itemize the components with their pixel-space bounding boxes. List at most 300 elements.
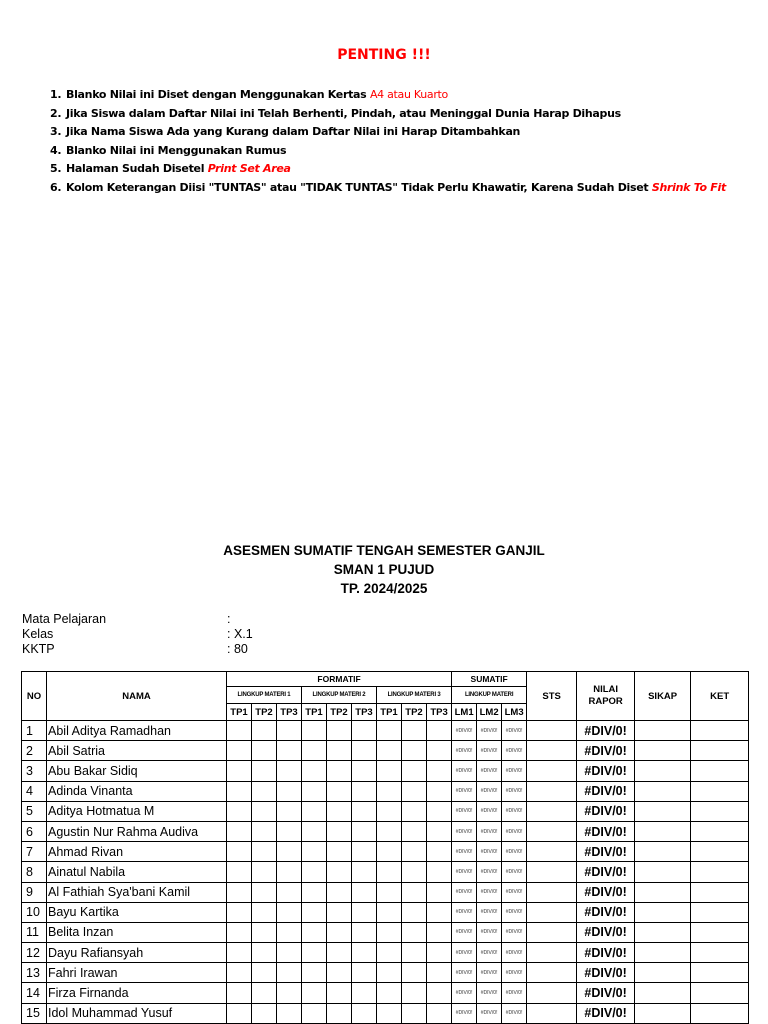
sikap-cell[interactable] [635,721,691,741]
ket-cell[interactable] [691,862,749,882]
tp-score-cell[interactable] [402,741,427,761]
tp-score-cell[interactable] [402,761,427,781]
lm-score-cell: #DIV/0! [452,821,477,841]
tp-score-cell[interactable] [277,781,302,801]
tp-score-cell[interactable] [427,963,452,983]
tp-score-cell[interactable] [227,801,252,821]
lm-score-cell: #DIV/0! [477,781,502,801]
lm-score-cell: #DIV/0! [477,801,502,821]
row-number: 14 [22,983,47,1003]
notice-highlight: Shrink To Fit [651,180,726,194]
sikap-cell[interactable] [635,842,691,862]
tp-score-cell[interactable] [277,922,302,942]
tp-score-cell[interactable] [377,963,402,983]
sikap-cell[interactable] [635,902,691,922]
tp-score-cell[interactable] [327,963,352,983]
tp-score-cell[interactable] [427,882,452,902]
tp-score-cell[interactable] [302,943,327,963]
tp-score-cell[interactable] [352,943,377,963]
school-year: TP. 2024/2025 [340,581,428,596]
lm-score-cell: #DIV/0! [502,781,527,801]
row-number: 11 [22,922,47,942]
sts-cell[interactable] [527,902,577,922]
lm-score-cell: #DIV/0! [452,721,477,741]
tp-score-cell[interactable] [427,721,452,741]
tp-score-cell[interactable] [327,821,352,841]
sikap-cell[interactable] [635,801,691,821]
tp-score-cell[interactable] [302,1003,327,1023]
tp-score-cell[interactable] [227,721,252,741]
tp-score-cell[interactable] [377,842,402,862]
tp-score-cell[interactable] [377,741,402,761]
tp-score-cell[interactable] [402,721,427,741]
nilai-rapor-cell: #DIV/0! [577,1003,635,1023]
tp-score-cell[interactable] [327,983,352,1003]
tp-score-cell[interactable] [352,761,377,781]
tp-score-cell[interactable] [427,983,452,1003]
sikap-cell[interactable] [635,741,691,761]
lm-score-cell: #DIV/0! [477,761,502,781]
col-header-tp: TP2 [252,704,277,721]
table-row [22,1003,749,1023]
ket-cell[interactable] [691,963,749,983]
tp-score-cell[interactable] [427,943,452,963]
col-header-tp: TP2 [402,704,427,721]
table-row [22,721,749,741]
tp-score-cell[interactable] [302,983,327,1003]
school-name: SMAN 1 PUJUD [333,562,435,577]
tp-score-cell[interactable] [252,882,277,902]
nilai-rapor-cell: #DIV/0! [577,862,635,882]
tp-score-cell[interactable] [227,983,252,1003]
tp-score-cell[interactable] [302,842,327,862]
ket-cell[interactable] [691,943,749,963]
tp-score-cell[interactable] [302,821,327,841]
tp-score-cell[interactable] [377,922,402,942]
lm-score-cell: #DIV/0! [502,963,527,983]
student-name: Idol Muhammad Yusuf [47,1003,227,1023]
nilai-rapor-cell: #DIV/0! [577,741,635,761]
tp-score-cell[interactable] [277,943,302,963]
tp-score-cell[interactable] [427,862,452,882]
grade-table [21,671,749,1024]
tp-score-cell[interactable] [402,943,427,963]
tp-score-cell[interactable] [277,862,302,882]
tp-score-cell[interactable] [277,821,302,841]
sikap-cell[interactable] [635,862,691,882]
col-header-lm: LM2 [477,704,502,721]
ket-cell[interactable] [691,761,749,781]
col-header-tp: TP1 [302,704,327,721]
tp-score-cell[interactable] [252,1003,277,1023]
lm-score-cell: #DIV/0! [502,882,527,902]
tp-score-cell[interactable] [227,943,252,963]
tp-score-cell[interactable] [402,922,427,942]
col-header-lm: LM3 [502,704,527,721]
tp-score-cell[interactable] [277,1003,302,1023]
grade-table-body [22,721,749,1024]
tp-score-cell[interactable] [377,862,402,882]
col-header-lingkup-3: LINGKUP MATERI 3 [377,687,452,704]
col-header-nilai-rapor: NILAI RAPOR [577,672,635,721]
tp-score-cell[interactable] [227,781,252,801]
col-header-ket: KET [691,672,749,721]
tp-score-cell[interactable] [252,741,277,761]
tp-score-cell[interactable] [402,882,427,902]
tp-score-cell[interactable] [377,821,402,841]
student-name: Belita Inzan [47,922,227,942]
sts-cell[interactable] [527,741,577,761]
tp-score-cell[interactable] [252,922,277,942]
tp-score-cell[interactable] [377,882,402,902]
lm-score-cell: #DIV/0! [452,882,477,902]
ket-cell[interactable] [691,821,749,841]
table-row [22,801,749,821]
sikap-cell[interactable] [635,943,691,963]
tp-score-cell[interactable] [352,842,377,862]
sikap-cell[interactable] [635,781,691,801]
sikap-cell[interactable] [635,761,691,781]
ket-cell[interactable] [691,801,749,821]
nilai-rapor-cell: #DIV/0! [577,821,635,841]
tp-score-cell[interactable] [427,801,452,821]
sts-cell[interactable] [527,842,577,862]
tp-score-cell[interactable] [252,821,277,841]
tp-score-cell[interactable] [377,761,402,781]
sikap-cell[interactable] [635,882,691,902]
sikap-cell[interactable] [635,1003,691,1023]
tp-score-cell[interactable] [377,721,402,741]
ket-cell[interactable] [691,1003,749,1023]
nilai-rapor-cell: #DIV/0! [577,842,635,862]
sikap-cell[interactable] [635,922,691,942]
tp-score-cell[interactable] [252,963,277,983]
tp-score-cell[interactable] [352,862,377,882]
lm-score-cell: #DIV/0! [477,882,502,902]
tp-score-cell[interactable] [227,761,252,781]
tp-score-cell[interactable] [327,781,352,801]
tp-score-cell[interactable] [352,983,377,1003]
notice-text: Blanko Nilai ini Diset dengan Menggunakan Kertas [66,88,370,101]
sts-cell[interactable] [527,882,577,902]
student-name: Al Fathiah Sya'bani Kamil [47,882,227,902]
tp-score-cell[interactable] [402,1003,427,1023]
lm-score-cell: #DIV/0! [452,801,477,821]
tp-score-cell[interactable] [252,983,277,1003]
tp-score-cell[interactable] [252,842,277,862]
tp-score-cell[interactable] [302,781,327,801]
col-header-lingkup-2: LINGKUP MATERI 2 [302,687,377,704]
ket-cell[interactable] [691,882,749,902]
info-label: Mata Pelajaran [22,612,107,626]
tp-score-cell[interactable] [377,943,402,963]
tp-score-cell[interactable] [352,902,377,922]
ket-cell[interactable] [691,842,749,862]
tp-score-cell[interactable] [302,963,327,983]
col-header-nama: NAMA [47,672,227,721]
tp-score-cell[interactable] [352,801,377,821]
notice-text: Jika Nama Siswa Ada yang Kurang dalam Daftar Nilai ini Harap Ditambahkan [66,125,521,139]
tp-score-cell[interactable] [377,801,402,821]
lm-score-cell: #DIV/0! [502,922,527,942]
tp-score-cell[interactable] [327,721,352,741]
row-number: 13 [22,963,47,983]
tp-score-cell[interactable] [427,902,452,922]
notice-text: Kolom Keterangan Diisi "TUNTAS" atau "TIDAK TUNTAS" Tidak Perlu Khawatir, Karena Sudah Diset [66,180,652,194]
tp-score-cell[interactable] [402,801,427,821]
tp-score-cell[interactable] [352,882,377,902]
tp-score-cell[interactable] [227,1003,252,1023]
tp-score-cell[interactable] [402,821,427,841]
tp-score-cell[interactable] [277,882,302,902]
lm-score-cell: #DIV/0! [477,902,502,922]
sts-cell[interactable] [527,821,577,841]
lm-score-cell: #DIV/0! [502,983,527,1003]
notice-item [50,123,726,142]
lm-score-cell: #DIV/0! [502,862,527,882]
col-header-formatif: FORMATIF [227,672,452,687]
table-row [22,862,749,882]
tp-score-cell[interactable] [352,1003,377,1023]
tp-score-cell[interactable] [277,761,302,781]
notice-item [50,179,726,198]
tp-score-cell[interactable] [402,983,427,1003]
tp-score-cell[interactable] [277,842,302,862]
col-header-sikap: SIKAP [635,672,691,721]
tp-score-cell[interactable] [377,983,402,1003]
tp-score-cell[interactable] [277,741,302,761]
tp-score-cell[interactable] [277,902,302,922]
lm-score-cell: #DIV/0! [452,963,477,983]
table-row [22,882,749,902]
tp-score-cell[interactable] [327,1003,352,1023]
student-name: Adinda Vinanta [47,781,227,801]
sts-cell[interactable] [527,1003,577,1023]
tp-score-cell[interactable] [327,882,352,902]
tp-score-cell[interactable] [427,842,452,862]
notice-number: 3. [50,125,62,139]
tp-score-cell[interactable] [302,922,327,942]
tp-score-cell[interactable] [327,862,352,882]
row-number: 12 [22,943,47,963]
table-row [22,741,749,761]
ket-cell[interactable] [691,781,749,801]
tp-score-cell[interactable] [277,721,302,741]
lm-score-cell: #DIV/0! [452,781,477,801]
info-value: : [227,612,231,626]
tp-score-cell[interactable] [252,943,277,963]
lm-score-cell: #DIV/0! [477,922,502,942]
info-label: KKTP [22,642,55,656]
lm-score-cell: #DIV/0! [502,842,527,862]
lm-score-cell: #DIV/0! [452,943,477,963]
col-header-tp: TP1 [227,704,252,721]
tp-score-cell[interactable] [402,862,427,882]
nilai-rapor-cell: #DIV/0! [577,983,635,1003]
nilai-rapor-cell: #DIV/0! [577,902,635,922]
tp-score-cell[interactable] [302,882,327,902]
col-header-tp: TP3 [277,704,302,721]
notice-list [50,86,726,198]
tp-score-cell[interactable] [227,882,252,902]
tp-score-cell[interactable] [302,801,327,821]
table-row [22,781,749,801]
notice-highlight: A4 atau Kuarto [369,88,448,101]
row-number: 6 [22,821,47,841]
notice-item [50,160,726,179]
student-name: Firza Firnanda [47,983,227,1003]
ket-cell[interactable] [691,741,749,761]
tp-score-cell[interactable] [352,963,377,983]
col-header-tp: TP2 [327,704,352,721]
tp-score-cell[interactable] [402,781,427,801]
notice-text: Blanko Nilai ini Menggunakan Rumus [66,143,287,157]
student-name: Fahri Irawan [47,963,227,983]
col-header-lingkup-sumatif: LINGKUP MATERI [452,687,527,704]
sts-cell[interactable] [527,862,577,882]
tp-score-cell[interactable] [277,983,302,1003]
table-row [22,761,749,781]
tp-score-cell[interactable] [402,842,427,862]
tp-score-cell[interactable] [377,902,402,922]
table-row [22,922,749,942]
tp-score-cell[interactable] [252,761,277,781]
nilai-rapor-cell: #DIV/0! [577,943,635,963]
student-name: Dayu Rafiansyah [47,943,227,963]
notice-number: 1. [50,88,62,101]
row-number: 2 [22,741,47,761]
ket-cell[interactable] [691,983,749,1003]
row-number: 15 [22,1003,47,1023]
tp-score-cell[interactable] [427,922,452,942]
tp-score-cell[interactable] [352,821,377,841]
sts-cell[interactable] [527,781,577,801]
tp-score-cell[interactable] [252,862,277,882]
sikap-cell[interactable] [635,963,691,983]
tp-score-cell[interactable] [327,902,352,922]
nilai-rapor-cell: #DIV/0! [577,963,635,983]
lm-score-cell: #DIV/0! [477,1003,502,1023]
row-number: 3 [22,761,47,781]
tp-score-cell[interactable] [327,761,352,781]
tp-score-cell[interactable] [327,922,352,942]
ket-cell[interactable] [691,902,749,922]
lm-score-cell: #DIV/0! [452,983,477,1003]
sts-cell[interactable] [527,922,577,942]
notice-text: Jika Siswa dalam Daftar Nilai ini Telah Berhenti, Pindah, atau Meninggal Dunia Harap Dihapus [66,106,621,120]
lm-score-cell: #DIV/0! [502,821,527,841]
tp-score-cell[interactable] [227,862,252,882]
nilai-rapor-cell: #DIV/0! [577,781,635,801]
tp-score-cell[interactable] [402,963,427,983]
col-header-tp: TP3 [352,704,377,721]
tp-score-cell[interactable] [302,741,327,761]
row-number: 1 [22,721,47,741]
tp-score-cell[interactable] [327,741,352,761]
lm-score-cell: #DIV/0! [477,821,502,841]
tp-score-cell[interactable] [227,741,252,761]
tp-score-cell[interactable] [427,761,452,781]
tp-score-cell[interactable] [327,943,352,963]
tp-score-cell[interactable] [402,902,427,922]
tp-score-cell[interactable] [252,902,277,922]
lm-score-cell: #DIV/0! [502,1003,527,1023]
tp-score-cell[interactable] [277,801,302,821]
sts-cell[interactable] [527,761,577,781]
notice-item [50,142,726,161]
lm-score-cell: #DIV/0! [502,902,527,922]
lm-score-cell: #DIV/0! [502,721,527,741]
notice-item [50,86,726,105]
report-title: ASESMEN SUMATIF TENGAH SEMESTER GANJIL [223,543,545,558]
row-number: 5 [22,801,47,821]
sikap-cell[interactable] [635,821,691,841]
sts-cell[interactable] [527,963,577,983]
lm-score-cell: #DIV/0! [452,741,477,761]
lm-score-cell: #DIV/0! [477,943,502,963]
tp-score-cell[interactable] [352,922,377,942]
tp-score-cell[interactable] [227,922,252,942]
tp-score-cell[interactable] [227,821,252,841]
lm-score-cell: #DIV/0! [477,721,502,741]
tp-score-cell[interactable] [352,741,377,761]
col-header-lm: LM1 [452,704,477,721]
sts-cell[interactable] [527,801,577,821]
ket-cell[interactable] [691,721,749,741]
lm-score-cell: #DIV/0! [452,842,477,862]
sts-cell[interactable] [527,943,577,963]
tp-score-cell[interactable] [227,842,252,862]
col-header-tp: TP3 [427,704,452,721]
notice-number: 5. [50,162,62,176]
sikap-cell[interactable] [635,983,691,1003]
tp-score-cell[interactable] [327,842,352,862]
lm-score-cell: #DIV/0! [477,963,502,983]
tp-score-cell[interactable] [252,781,277,801]
tp-score-cell[interactable] [427,1003,452,1023]
tp-score-cell[interactable] [377,1003,402,1023]
lm-score-cell: #DIV/0! [477,862,502,882]
tp-score-cell[interactable] [302,721,327,741]
tp-score-cell[interactable] [427,741,452,761]
nilai-rapor-cell: #DIV/0! [577,721,635,741]
tp-score-cell[interactable] [427,821,452,841]
student-name: Abil Satria [47,741,227,761]
student-name: Bayu Kartika [47,902,227,922]
lm-score-cell: #DIV/0! [452,761,477,781]
tp-score-cell[interactable] [427,781,452,801]
lm-score-cell: #DIV/0! [502,741,527,761]
ket-cell[interactable] [691,922,749,942]
tp-score-cell[interactable] [252,721,277,741]
sts-cell[interactable] [527,721,577,741]
tp-score-cell[interactable] [227,963,252,983]
tp-score-cell[interactable] [302,862,327,882]
tp-score-cell[interactable] [352,781,377,801]
student-name: Aditya Hotmatua M [47,801,227,821]
tp-score-cell[interactable] [352,721,377,741]
tp-score-cell[interactable] [227,902,252,922]
info-label: Kelas [22,627,54,641]
tp-score-cell[interactable] [277,963,302,983]
tp-score-cell[interactable] [302,761,327,781]
tp-score-cell[interactable] [377,781,402,801]
tp-score-cell[interactable] [252,801,277,821]
lm-score-cell: #DIV/0! [502,943,527,963]
sts-cell[interactable] [527,983,577,1003]
tp-score-cell[interactable] [327,801,352,821]
tp-score-cell[interactable] [302,902,327,922]
